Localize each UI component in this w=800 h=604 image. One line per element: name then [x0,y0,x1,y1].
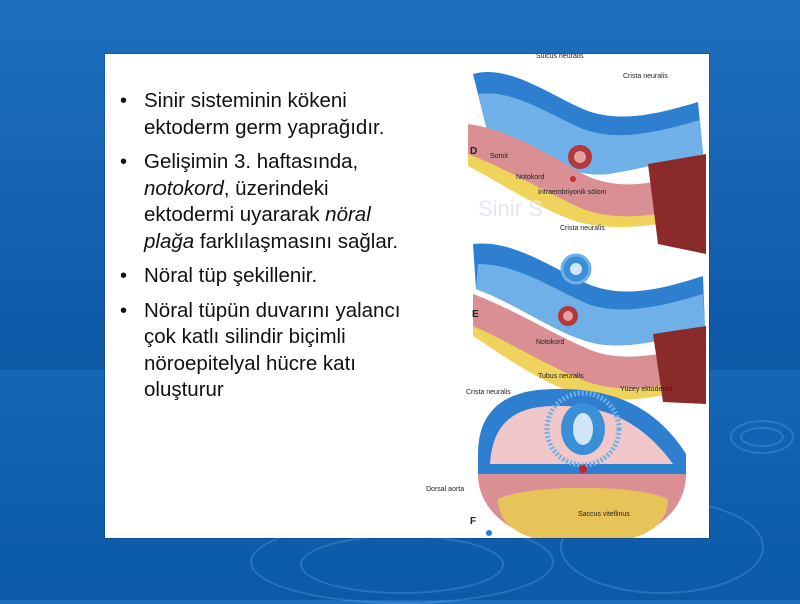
label-yuzey-ektodermi: Yüzey ektodermi [620,386,673,393]
bullet-italic-term: notokord [144,176,224,200]
bullet-item [118,149,418,255]
label-tubus-neuralis: Tubus neuralis [538,373,584,380]
panel-e [472,225,706,404]
label-somit: Somit [490,153,508,160]
label-dorsal-aorta: Dorsal aorta [426,486,465,493]
slide-indicator-dot [486,530,492,536]
background-ripple [300,535,504,594]
bullet-list [118,88,418,412]
label-notokord-e: Notokord [536,339,565,346]
bullet-italic-term: nöral plağa [144,203,371,253]
label-sulcus-neuralis: Sulcus neuralis [536,54,584,60]
panel-d [468,54,706,254]
panel-letter-e: E [472,309,479,320]
label-saccus-vitellinus: Saccus vitellinus [578,511,630,518]
faded-watermark: Sinir S [478,196,543,221]
neural-tube-diagram [418,54,709,538]
embryology-figure [418,54,709,538]
label-notokord-d: Notokord [516,174,545,181]
bullet-item [118,263,418,290]
label-crista-neuralis-f: Crista neuralis [466,389,511,396]
label-crista-neuralis-d: Crista neuralis [623,73,668,80]
panel-letter-d: D [470,146,478,157]
bullet-text: , üzerindeki ektodermi uyararak [144,176,329,226]
bullet-text: farklılaşmasını sağlar. [194,229,399,253]
bullet-item [118,88,418,141]
panel-letter-f: F [470,516,477,527]
label-crista-neuralis-e: Crista neuralis [560,225,605,232]
label-intraembriyonik-solom: İntraembriyonik sölom [538,189,607,196]
bullet-text: Nöral tüpün duvarını yalancı çok katlı silindir biçimli nöroepitelyal hücre katı oluşturur [144,298,401,401]
background-ripple [740,427,784,447]
bullet-item [118,298,418,404]
bullet-text: Sinir sisteminin kökeni ektoderm germ yaprağıdır. [144,89,385,139]
bullet-text: Gelişimin 3. haftasında, [144,150,359,173]
bullet-text: Nöral tüp şekillenir. [144,264,318,287]
